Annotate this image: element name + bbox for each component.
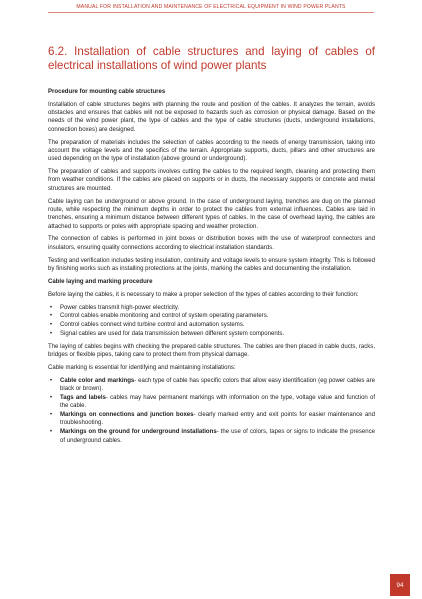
list-item [48,330,375,338]
list-item [48,312,375,320]
header-divider [48,12,374,13]
list-item-term: Markings on connections and junction boxes [60,412,194,419]
list-item-term: Markings on the ground for underground installations [60,429,217,436]
list-item-text: Control cables connect wind turbine control and automation systems. [60,322,245,329]
bullet-icon: • [50,429,53,436]
paragraph: Before laying the cables, it is necessary to make a proper selection of the types of cables according to their function: [48,291,359,298]
paragraph: Installation of cable structures begins with planning the route and position of the cables. It analyzes the terrain, avoids obstacles and ensures that cables will not be exposed to hazards such as corrosion or physical damage. Based on the needs of the wind power plant, the type of cables and the type of cable structures (ducts, underground installations, connection boxes) are designed. [48,101,375,133]
section-heading: 6.2. Installation of cable structures and laying of cables of electrical installations of wind power plants [48,45,375,72]
list-item [48,321,375,329]
bullet-icon: • [50,313,53,320]
paragraph: Cable laying can be underground or above ground. In the case of underground laying, trenches are dug on the planned route, while respecting the minimum depths in order to protect the cables from external influences. Cables are laid in trenches, ensuring a minimum distance between different types of cables. In the case of overhead laying, the cables are attached to supports or poles with appropriate spacing and weather protection. [48,198,375,230]
bullet-icon: • [50,412,53,419]
list-item-text: - the use of colors, tapes or signs to indicate the presence of underground cables. [60,429,375,444]
paragraph: The preparation of cables and supports involves cutting the cables to the required length, cleaning and protecting them from weather conditions. If the cables are placed on supports or in ducts, the necessary supports or concrete and metal structures are mounted. [48,169,375,192]
list-item-text: - each type of cable has specific colors that allow easy identification (eg power cables are black or brown). [60,377,375,393]
bullet-icon: • [50,322,53,329]
list-item [48,428,375,445]
list-item-term: Tags and labels [60,395,106,402]
list-item-text: Power cables transmit high-power electricity. [60,304,180,311]
list-item [48,394,375,411]
subheading-laying-marking: Cable laying and marking procedure [48,278,153,285]
subheading-mounting-procedure: Procedure for mounting cable structures [48,89,166,95]
paragraph: The laying of cables begins with checking the prepared cable structures. The cables are then placed in cable ducts, racks, bridges or flexible pipes, taking care to protect them from physical damage. [48,343,375,359]
cable-marking-list [48,377,375,445]
list-item-text: Control cables enable monitoring and control of system operating parameters. [60,313,269,320]
paragraph: Cable marking is essential for identifying and maintaining installations: [48,365,236,372]
bullet-icon: • [50,395,53,402]
page-number: 94 [390,574,410,596]
list-item-text: Signal cables are used for data transmission between different system components. [60,330,285,337]
paragraph: Testing and verification includes testing insulation, continuity and voltage levels to ensure system integrity. This is followed by finishing works such as installing protections at the joints, marking the cables and documenting the installation. [48,257,375,272]
list-item-term: Cable color and markings [60,377,135,384]
paragraph: The preparation of materials includes the selection of cables according to the needs of energy transmission, taking into account the voltage levels and the specifics of the terrain. Appropriate supports, ducts, pillars and other structures are used depending on the type of installation (above ground or underground). [48,139,375,163]
list-item [48,377,375,394]
cable-types-list [48,304,375,339]
paragraph: The connection of cables is performed in joint boxes or distribution boxes with the use of waterproof connectors and insulators, ensuring quality connections according to electrical installation standards. [48,236,375,251]
bullet-icon: • [50,304,53,311]
bullet-icon: • [50,330,53,337]
list-item [48,411,375,428]
list-item [48,304,375,312]
list-item-text: - clearly marked entry and exit points for easier maintenance and troubleshooting. [60,412,375,427]
body-text [48,88,375,449]
running-header: MANUAL FOR INSTALLATION AND MAINTENANCE OF ELECTRICAL EQUIPMENT IN WIND POWER PLANTS [76,4,346,10]
list-item-text: - cables may have permanent markings with information on the type, voltage value and function of the cable. [60,395,375,410]
bullet-icon: • [50,377,53,384]
